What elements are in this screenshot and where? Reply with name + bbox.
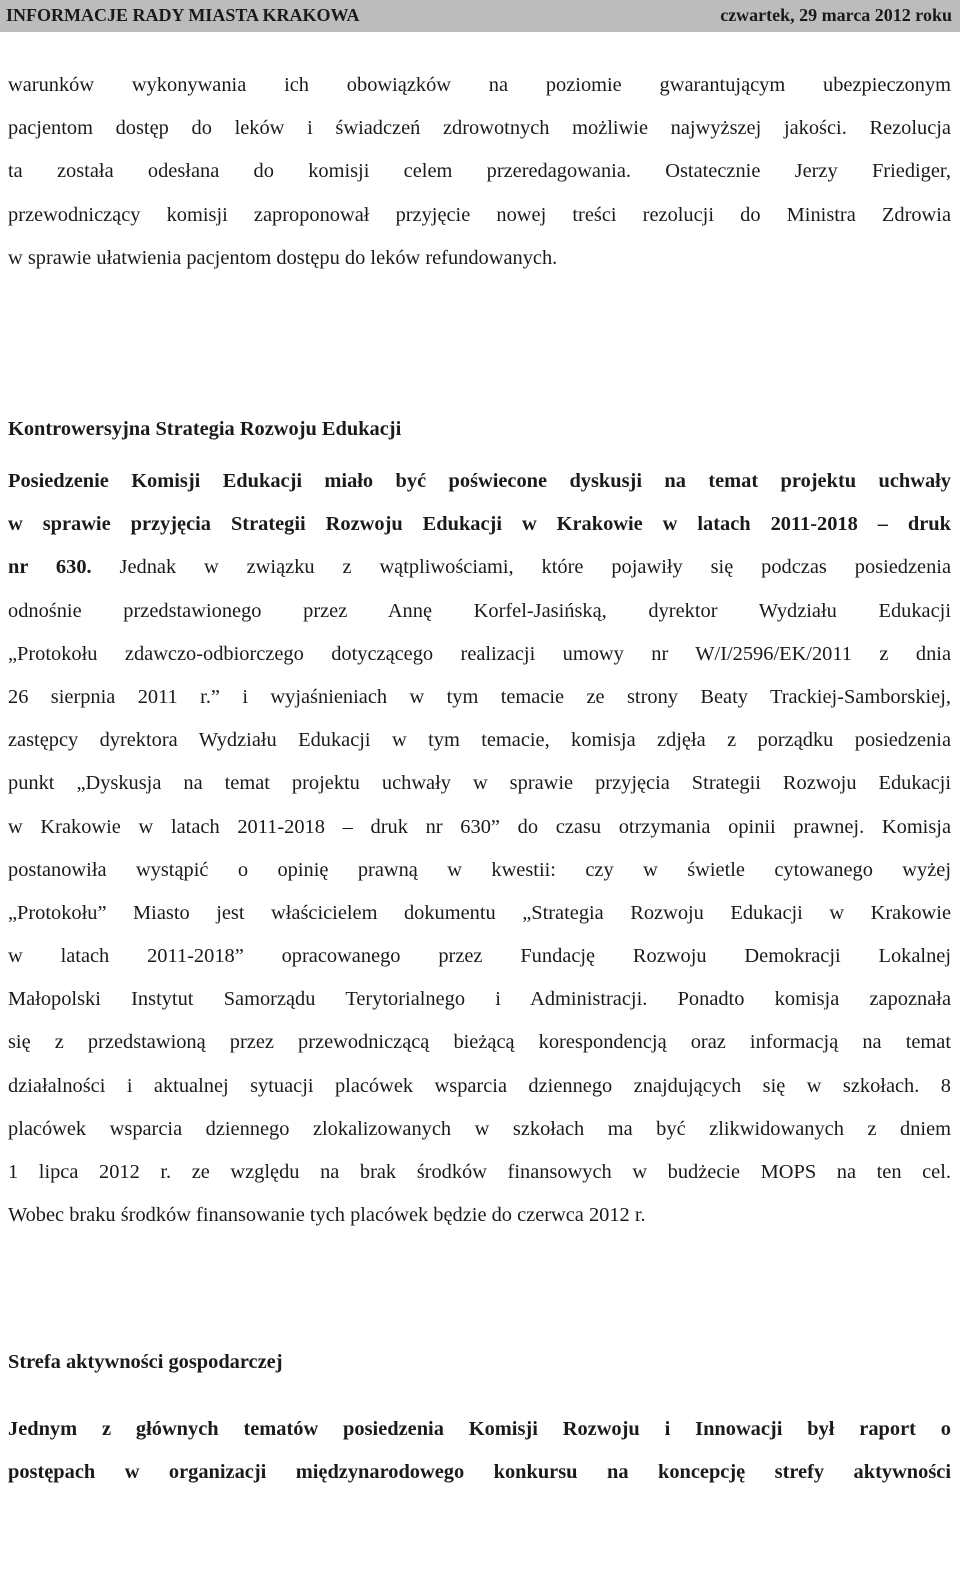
lead-bold-fragment: nr 630.	[8, 556, 92, 579]
paragraph-line: w Krakowie w latach 2011-2018 – druk nr 630” do czasu otrzymania opinii prawnej. Komisja	[8, 815, 951, 838]
paragraph-line: 26 sierpnia 2011 r.” i wyjaśnieniach w tym temacie ze strony Beaty Trackiej-Samborskiej,	[8, 685, 951, 708]
paragraph-line: 1 lipca 2012 r. ze względu na brak środków finansowych w budżecie MOPS na ten cel.	[8, 1161, 951, 1183]
lead-normal-fragment: Jednak w związku z wątpliwościami, które pojawiły się podczas posiedzenia	[91, 556, 951, 579]
paragraph-line: „Protokołu zdawczo-odbiorczego dotyczącego realizacji umowy nr W/I/2596/EK/2011 z dnia	[8, 642, 951, 665]
paragraph-line: punkt „Dyskusja na temat projektu uchwały w sprawie przyjęcia Strategii Rozwoju Edukacji	[8, 772, 951, 795]
paragraph-line: „Protokołu” Miasto jest właścicielem dokumentu „Strategia Rozwoju Edukacji w Krakowie	[8, 901, 951, 924]
paragraph-line: zastępcy dyrektora Wydziału Edukacji w tym temacie, komisja zdjęła z porządku posiedzenia	[8, 729, 951, 752]
publication-date: czwartek, 29 marca 2012 roku	[720, 5, 952, 25]
paragraph-line: ta została odesłana do komisji celem przeredagowania. Ostatecznie Jerzy Friediger,	[8, 160, 951, 183]
paragraph-line: się z przedstawioną przez przewodniczącą bieżącą korespondencją oraz informacją na temat	[8, 1031, 951, 1054]
paragraph-line: odnośnie przedstawionego przez Annę Korfel-Jasińską, dyrektor Wydziału Edukacji	[8, 599, 951, 622]
lead-line: w sprawie przyjęcia Strategii Rozwoju Edukacji w Krakowie w latach 2011-2018 – druk	[8, 513, 951, 536]
lead-line: Posiedzenie Komisji Edukacji miało być poświecone dyskusji na temat projektu uchwały	[8, 470, 951, 492]
paragraph-line: w sprawie ułatwienia pacjentom dostępu do leków refundowanych.	[8, 246, 558, 269]
lead-line: postępach w organizacji międzynarodowego konkursu na koncepcję strefy aktywności	[8, 1461, 951, 1484]
paragraph-line: przewodniczący komisji zaproponował przyjęcie nowej treści rezolucji do Ministra Zdrowia	[8, 203, 951, 226]
section-heading-education	[8, 408, 951, 451]
heading-text: Kontrowersyjna Strategia Rozwoju Edukacji	[8, 418, 402, 440]
intro-paragraph	[8, 64, 951, 280]
paragraph-line: warunków wykonywania ich obowiązków na poziomie gwarantującym ubezpieczonym	[8, 74, 951, 96]
education-paragraph	[8, 460, 951, 1237]
lead-line: Jednym z głównych tematów posiedzenia Komisji Rozwoju i Innowacji był raport o	[8, 1418, 951, 1440]
paragraph-line: w latach 2011-2018” opracowanego przez Fundację Rozwoju Demokracji Lokalnej	[8, 945, 951, 968]
paragraph-line: placówek wsparcia dziennego zlokalizowanych w szkołach ma być zlikwidowanych z dniem	[8, 1117, 951, 1140]
paragraph-line: Małopolski Instytut Samorządu Terytorialnego i Administracji. Ponadto komisja zapoznała	[8, 988, 951, 1011]
paragraph-line: działalności i aktualnej sytuacji placówek wsparcia dziennego znajdujących się w szkołach. 8	[8, 1074, 951, 1097]
paragraph-line: Wobec braku środków finansowanie tych placówek będzie do czerwca 2012 r.	[8, 1204, 646, 1227]
economy-paragraph	[8, 1408, 951, 1494]
page-header	[0, 0, 960, 32]
paragraph-line: postanowiła wystąpić o opinię prawną w kwestii: czy w świetle cytowanego wyżej	[8, 858, 951, 881]
heading-text: Strefa aktywności gospodarczej	[8, 1351, 283, 1373]
section-heading-economy	[8, 1341, 951, 1384]
publication-title: INFORMACJE RADY MIASTA KRAKOWA	[6, 5, 360, 25]
lead-line-mixed	[8, 546, 951, 589]
paragraph-line: pacjentom dostęp do leków i świadczeń zdrowotnych możliwie najwyższej jakości. Rezolucja	[8, 117, 951, 140]
